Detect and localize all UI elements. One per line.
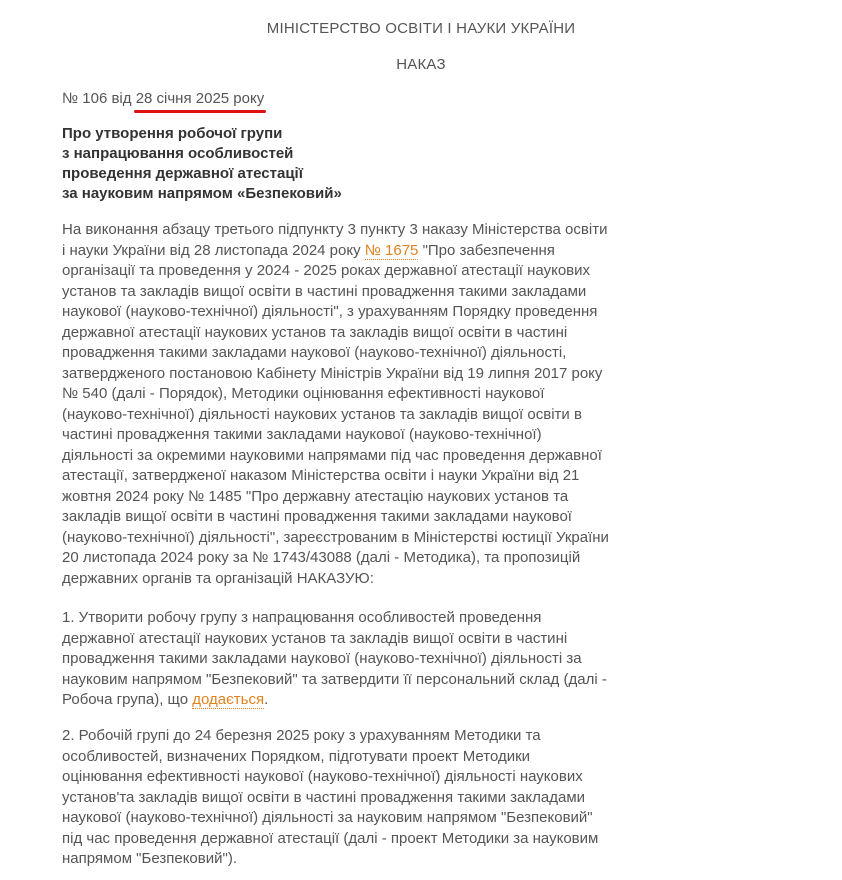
text-line: провадження такими закладами наукової (науково-технічної) діяльності, <box>62 344 567 361</box>
text-line: організації та проведення у 2024 - 2025 роках державної атестації наукових <box>62 262 591 279</box>
text-line: 2. Робочій групі до 24 березня 2025 року з урахуванням Методики та <box>62 727 541 744</box>
text-line: 1. Утворити робочу групу з напрацювання особливостей проведення <box>62 609 542 626</box>
text-line: частині провадження такими закладами наукової (науково-технічної) <box>62 426 542 443</box>
text-line: під час проведення державної атестації (далі - проект Методики за науковим <box>62 829 599 847</box>
preamble-paragraph <box>62 220 762 589</box>
text-line: науковим напрямом "Безпековий" та затвердити її персональний склад (далі - <box>62 670 607 688</box>
order-date-text: 28 січня 2025 року <box>135 90 265 107</box>
text-line: наукової (науково-технічної) діяльності за науковим напрямом "Безпековий" <box>62 809 593 826</box>
text-line: установ'та закладів вищої освіти в частині провадження такими закладами <box>62 788 586 806</box>
text-line: 20 листопада 2024 року за № 1743/43088 (далі - Методика), та пропозицій <box>62 549 581 566</box>
title-line: Про утворення робочої групи <box>62 125 283 142</box>
text-line: державної атестації наукових установ та закладів вищої освіти в частині <box>62 323 568 341</box>
text-line: (науково-технічної) діяльності", зареєстрованим в Міністерстві юстиції України <box>62 528 609 546</box>
text-line: напрямом "Безпековий"). <box>62 850 237 867</box>
title-line: за науковим напрямом «Безпековий» <box>62 185 342 202</box>
text-line: жовтня 2024 року № 1485 "Про державну атестацію наукових установ та <box>62 487 569 505</box>
text-line: державних органів та організацій НАКАЗУЮ: <box>62 569 374 587</box>
text-line: наукової (науково-технічної) діяльності", з урахуванням Порядку проведення <box>62 303 598 320</box>
text-line: оцінювання ефективності наукової (науково-технічної) діяльності наукових <box>62 768 583 785</box>
document-type: НАКАЗ <box>396 56 446 73</box>
text-line: діяльності за окремими науковими напрямами під час проведення державної <box>62 446 602 464</box>
text-line: установ та закладів вищої освіти в частині провадження такими закладами <box>62 282 587 300</box>
text-line: особливостей, визначених Порядком, підготувати проект Методики <box>62 747 531 765</box>
order-date <box>136 90 265 107</box>
title-line: з напрацювання особливостей <box>62 145 294 162</box>
date-highlight-underline <box>134 110 267 113</box>
clause-1-paragraph <box>62 608 762 711</box>
text-line: На виконання абзацу третього підпункту 3 пункту 3 наказу Міністерства освіти <box>62 221 608 238</box>
text-line: провадження такими закладами наукової (науково-технічної) діяльності за <box>62 650 582 667</box>
text-line: затвердженого постановою Кабінету Міністрів України від 19 липня 2017 року <box>62 364 603 382</box>
clause-2-paragraph <box>62 726 762 870</box>
text-line: державної атестації наукових установ та закладів вищої освіти в частині <box>62 629 568 647</box>
order-1675-link[interactable]: № 1675 <box>364 241 419 259</box>
title-line: проведення державної атестації <box>62 165 303 182</box>
text-fragment: "Про забезпечення <box>418 241 555 259</box>
text-line: (науково-технічної) діяльності наукових установ та закладів вищої освіти в <box>62 405 582 423</box>
text-line: закладів вищої освіти в частині провадження такими закладами наукової <box>62 508 572 525</box>
order-number-line <box>62 90 264 107</box>
text-fragment: . <box>264 691 269 708</box>
attachment-link[interactable]: додається <box>192 691 265 708</box>
text-line <box>62 241 762 262</box>
order-number: № 106 від <box>62 90 132 107</box>
text-line: атестації, затвердженої наказом Міністерства освіти і науки України від 21 <box>62 467 580 484</box>
text-fragment: Робоча група), що <box>62 691 193 708</box>
ministry-heading: МІНІСТЕРСТВО ОСВІТИ І НАУКИ УКРАЇНИ <box>266 20 576 37</box>
text-line: № 540 (далі - Порядок), Методики оцінювання ефективності наукової <box>62 385 545 402</box>
text-fragment: і науки України від 28 листопада 2024 року <box>62 241 365 259</box>
text-line <box>62 690 762 711</box>
document-title <box>62 124 482 204</box>
